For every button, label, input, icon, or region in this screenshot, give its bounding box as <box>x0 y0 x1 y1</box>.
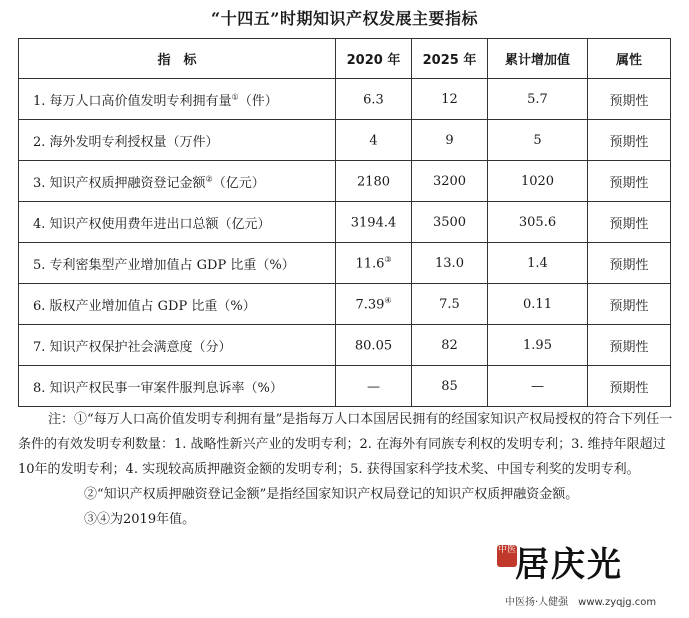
value-increase <box>488 243 588 284</box>
value-increase-text: — <box>531 378 544 394</box>
value-2025-text: 13.0 <box>435 255 464 271</box>
value-2020-text: 11.6 <box>355 256 385 272</box>
value-attribute <box>588 202 671 243</box>
value-2025-text: 85 <box>441 378 458 394</box>
value-2020 <box>336 243 412 284</box>
value-increase-text: 0.11 <box>523 296 552 312</box>
value-2020 <box>336 325 412 366</box>
value-2025 <box>412 284 488 325</box>
value-2020 <box>336 202 412 243</box>
value-attribute-text: 预期性 <box>609 339 649 355</box>
table-row <box>19 243 671 284</box>
value-2025 <box>412 325 488 366</box>
value-increase <box>488 284 588 325</box>
indicator-name <box>19 243 336 284</box>
value-2025 <box>412 366 488 407</box>
value-attribute-text: 预期性 <box>609 257 649 273</box>
indicator-name-text: 3. 知识产权质押融资登记金额 <box>33 175 206 191</box>
indicator-name-footnote-mark: ② <box>205 174 213 184</box>
value-2025-text: 7.5 <box>439 296 460 312</box>
value-2020-text: 3194.4 <box>350 215 397 231</box>
indicator-name-text: 5. 专利密集型产业增加值占 GDP 比重（%） <box>33 257 295 273</box>
value-2020-text: 7.39 <box>355 297 385 313</box>
header-indicator: 指 标 <box>19 39 336 79</box>
value-2020-text: — <box>367 379 380 395</box>
watermark-brand: 居庆光 <box>515 545 623 585</box>
value-attribute-text: 预期性 <box>609 175 649 191</box>
value-2025 <box>412 161 488 202</box>
value-attribute-text: 预期性 <box>609 134 649 150</box>
value-increase <box>488 120 588 161</box>
value-2025 <box>412 202 488 243</box>
indicator-unit: （亿元） <box>212 175 265 191</box>
value-attribute-text: 预期性 <box>609 298 649 314</box>
value-increase <box>488 325 588 366</box>
value-2020 <box>336 366 412 407</box>
value-2020-footnote-mark: ③ <box>384 254 392 264</box>
indicator-name-footnote-mark: ① <box>231 92 239 102</box>
watermark-logo <box>455 525 685 613</box>
header-increase: 累计增加值 <box>488 39 588 79</box>
value-2025 <box>412 120 488 161</box>
header-attribute: 属性 <box>588 39 671 79</box>
indicator-name <box>19 120 336 161</box>
value-increase <box>488 79 588 120</box>
table-row <box>19 202 671 243</box>
indicator-name <box>19 161 336 202</box>
indicator-name-text: 6. 版权产业增加值占 GDP 比重（%） <box>33 298 256 314</box>
header-2025: 2025 年 <box>412 39 488 79</box>
note-2: ②“知识产权质押融资登记金额”是指经国家知识产权局登记的知识产权质押融资金额。 <box>84 487 579 502</box>
value-2020-text: 6.3 <box>363 92 384 108</box>
value-attribute <box>588 366 671 407</box>
value-2020-text: 4 <box>369 133 378 149</box>
value-2020-footnote-mark: ④ <box>384 295 392 305</box>
indicator-name <box>19 325 336 366</box>
value-increase-text: 5 <box>533 132 542 148</box>
value-attribute <box>588 161 671 202</box>
table-row <box>19 161 671 202</box>
indicator-name <box>19 284 336 325</box>
value-increase-text: 1020 <box>520 173 555 189</box>
watermark-seal: 中医 <box>497 545 517 567</box>
table-row <box>19 284 671 325</box>
value-2025-text: 12 <box>441 91 458 107</box>
value-2025-text: 82 <box>441 337 458 353</box>
value-2025-text: 9 <box>445 132 454 148</box>
value-increase-text: 305.6 <box>518 214 557 230</box>
table-row <box>19 120 671 161</box>
table-header-row <box>19 39 671 79</box>
table-row <box>19 325 671 366</box>
value-increase-text: 1.4 <box>527 255 548 271</box>
indicator-name-text: 8. 知识产权民事一审案件服判息诉率（%） <box>33 380 283 396</box>
note-1: 注：①“每万人口高价值发明专利拥有量”是指每万人口本国居民拥有的经国家知识产权局授权的符合下列任一条件的有效发明专利数量：1. 战略性新兴产业的发明专利；2. 在海外有同族专利权的发明专利；3. 维持年限超过10年的发明专利；4. 实现较高质押融资金额的发明专利；5. 获得国家科学技术奖、中国专利奖的发明专利。 <box>18 412 673 477</box>
value-increase <box>488 161 588 202</box>
table-row <box>19 79 671 120</box>
value-2020-text: 80.05 <box>354 338 393 354</box>
value-attribute <box>588 325 671 366</box>
value-attribute-text: 预期性 <box>609 216 649 232</box>
value-2020-text: 2180 <box>356 174 391 190</box>
value-attribute <box>588 120 671 161</box>
indicator-name-text: 4. 知识产权使用费年进出口总额（亿元） <box>33 216 271 232</box>
value-increase <box>488 202 588 243</box>
value-2020 <box>336 120 412 161</box>
indicator-name-text: 1. 每万人口高价值发明专利拥有量 <box>33 93 232 109</box>
value-increase-text: 5.7 <box>527 91 548 107</box>
page-title: “十四五”时期知识产权发展主要指标 <box>211 9 478 28</box>
indicator-name <box>19 79 336 120</box>
value-2025 <box>412 243 488 284</box>
indicator-name <box>19 366 336 407</box>
value-attribute-text: 预期性 <box>609 93 649 109</box>
indicator-name-text: 2. 海外发明专利授权量（万件） <box>33 134 219 150</box>
value-2025-text: 3500 <box>432 214 467 230</box>
value-2025 <box>412 79 488 120</box>
indicator-name <box>19 202 336 243</box>
value-2020 <box>336 79 412 120</box>
value-attribute-text: 预期性 <box>609 380 649 396</box>
value-attribute <box>588 79 671 120</box>
value-increase-text: 1.95 <box>523 337 552 353</box>
indicator-table <box>18 38 671 407</box>
header-2020: 2020 年 <box>336 39 412 79</box>
value-increase <box>488 366 588 407</box>
table-row <box>19 366 671 407</box>
value-attribute <box>588 243 671 284</box>
notes <box>18 407 673 532</box>
note-3: ③④为2019年值。 <box>84 512 196 527</box>
indicator-unit: （件） <box>238 93 278 109</box>
indicator-name-text: 7. 知识产权保护社会满意度（分） <box>33 339 232 355</box>
value-2025-text: 3200 <box>432 173 467 189</box>
value-2020 <box>336 284 412 325</box>
value-attribute <box>588 284 671 325</box>
value-2020 <box>336 161 412 202</box>
watermark-subtitle: 中医扬·人健强 www.zyqjg.com <box>505 597 657 608</box>
